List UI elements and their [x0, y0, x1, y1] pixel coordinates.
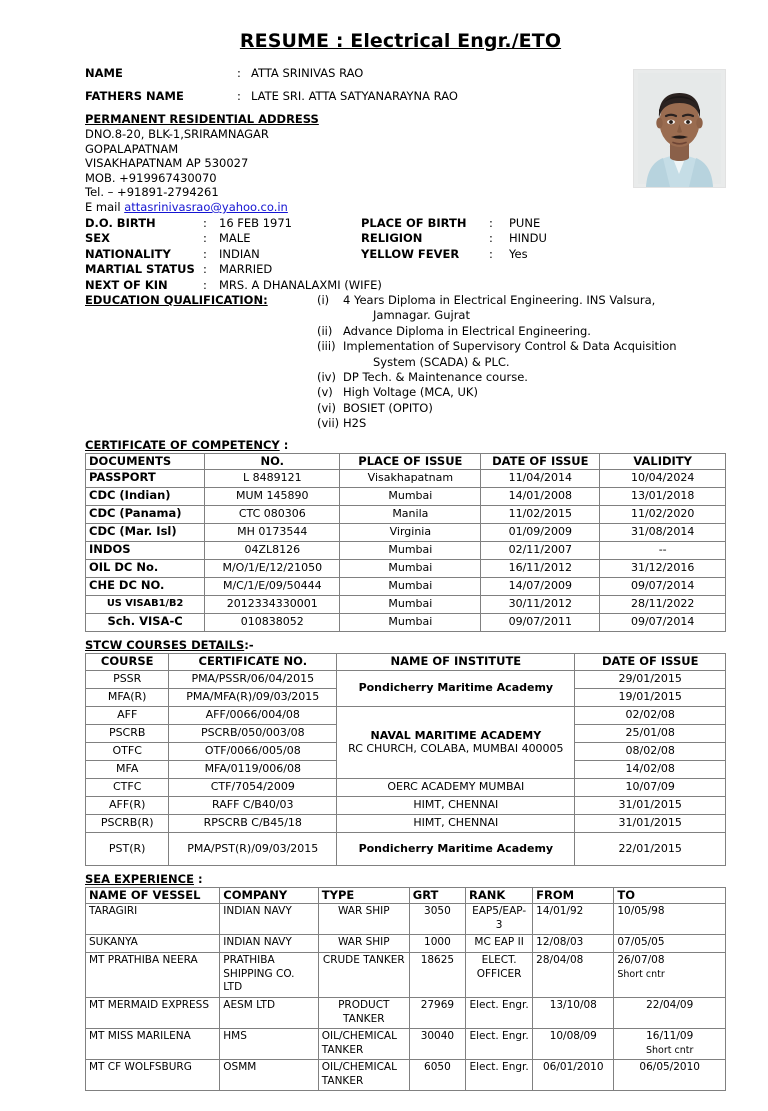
- stcw-certificate: CTF/7054/2009: [169, 778, 337, 796]
- table-row: [86, 1029, 726, 1060]
- fact-value-2: HINDU: [509, 231, 547, 246]
- stcw-course: MFA(R): [86, 688, 169, 706]
- photo-illustration: [634, 70, 725, 187]
- education-item-continuation: System (SCADA) & PLC.: [373, 354, 510, 369]
- coc-number: MUM 145890: [205, 488, 340, 506]
- coc-validity: 31/08/2014: [600, 524, 726, 542]
- sea-vessel: MT MISS MARILENA: [86, 1029, 220, 1060]
- stcw-course: AFF: [86, 706, 169, 724]
- education-item-number: (iii): [317, 339, 336, 354]
- email-link[interactable]: attasrinivasrao@yahoo.co.in: [124, 199, 288, 214]
- coc-document: OIL DC No.: [86, 560, 205, 578]
- sea-to: [614, 1029, 726, 1060]
- fact-value: INDIAN: [219, 246, 260, 261]
- stcw-certificate: OTF/0066/005/08: [169, 742, 337, 760]
- email-label: E mail: [85, 199, 121, 214]
- education-item: [317, 416, 726, 431]
- sea-vessel: MT PRATHIBA NEERA: [86, 953, 220, 998]
- coc-validity: 09/07/2014: [600, 614, 726, 632]
- education-item-text: Advance Diploma in Electrical Engineering.: [343, 323, 591, 338]
- address-line: DNO.8-20, BLK-1,SRIRAMNAGAR: [85, 127, 269, 141]
- education-item: [317, 339, 726, 354]
- stcw-institute: Pondicherry Maritime Academy: [337, 670, 575, 706]
- education-item-text: High Voltage (MCA, UK): [343, 385, 478, 400]
- table-header-row: [86, 654, 726, 671]
- coc-date: 01/09/2009: [481, 524, 600, 542]
- address-line: GOPALAPATNAM: [85, 141, 179, 156]
- sea-rank: ELECT. OFFICER: [466, 953, 533, 998]
- stcw-date: 10/07/09: [575, 778, 726, 796]
- sea-from: 13/10/08: [533, 998, 614, 1029]
- education-item-number: (iv): [317, 370, 336, 385]
- sea-to: 07/05/05: [614, 935, 726, 953]
- sea-to: [614, 953, 726, 998]
- table-row: [86, 706, 726, 724]
- sea-company: INDIAN NAVY: [220, 904, 319, 935]
- table-row: [86, 935, 726, 953]
- education-item-number: (i): [317, 293, 330, 307]
- sea-company: PRATHIBA SHIPPING CO. LTD: [220, 953, 319, 998]
- stcw-date: 29/01/2015: [575, 670, 726, 688]
- stcw-institute: HIMT, CHENNAI: [337, 796, 575, 814]
- coc-validity: 28/11/2022: [600, 596, 726, 614]
- stcw-certificate: PMA/PSSR/06/04/2015: [169, 670, 337, 688]
- coc-validity: 10/04/2024: [600, 470, 726, 488]
- stcw-date: 22/01/2015: [575, 832, 726, 865]
- stcw-date: 31/01/2015: [575, 814, 726, 832]
- sea-type: CRUDE TANKER: [318, 953, 409, 998]
- coc-document: CHE DC NO.: [86, 578, 205, 596]
- coc-validity: --: [600, 542, 726, 560]
- table-row: [86, 832, 726, 865]
- sea-experience-heading: [85, 872, 726, 886]
- education-item: [317, 324, 726, 339]
- stcw-heading: [85, 638, 726, 652]
- fact-colon: :: [203, 215, 207, 230]
- table-header-row: [86, 453, 726, 470]
- sea-col-company: COMPANY: [220, 887, 319, 904]
- fact-label-2: YELLOW FEVER: [361, 246, 460, 261]
- table-row: [86, 904, 726, 935]
- sea-col-vessel: NAME OF VESSEL: [86, 887, 220, 904]
- fact-row: [85, 278, 726, 293]
- coc-number: 04ZL8126: [205, 542, 340, 560]
- education-item-text: BOSIET (OPITO): [343, 400, 433, 415]
- sea-rank: Elect. Engr.: [466, 1060, 533, 1091]
- table-row: [86, 506, 726, 524]
- sea-vessel: MT CF WOLFSBURG: [86, 1060, 220, 1091]
- coc-place: Virginia: [340, 524, 481, 542]
- stcw-course: PSSR: [86, 670, 169, 688]
- sea-type: OIL/CHEMICAL TANKER: [318, 1060, 409, 1091]
- sea-type: OIL/CHEMICAL TANKER: [318, 1029, 409, 1060]
- stcw-institute: [337, 706, 575, 778]
- stcw-col-course: COURSE: [86, 654, 169, 671]
- coc-heading: [85, 438, 726, 452]
- table-row: [86, 953, 726, 998]
- stcw-col-date: DATE OF ISSUE: [575, 654, 726, 671]
- stcw-date: 14/02/08: [575, 760, 726, 778]
- education-item: [317, 293, 726, 308]
- table-row: [86, 488, 726, 506]
- stcw-heading-text: STCW COURSES DETAILS: [85, 638, 245, 653]
- coc-date: 02/11/2007: [481, 542, 600, 560]
- coc-place: Visakhapatnam: [340, 470, 481, 488]
- coc-document: PASSPORT: [86, 470, 205, 488]
- sea-company: HMS: [220, 1029, 319, 1060]
- stcw-date: 31/01/2015: [575, 796, 726, 814]
- stcw-certificate: PSCRB/050/003/08: [169, 724, 337, 742]
- coc-place: Manila: [340, 506, 481, 524]
- stcw-date: 08/02/08: [575, 742, 726, 760]
- name-row: [85, 66, 726, 80]
- coc-place: Mumbai: [340, 488, 481, 506]
- name-value: ATTA SRINIVAS RAO: [251, 66, 364, 80]
- sea-type: WAR SHIP: [318, 935, 409, 953]
- fact-value: MARRIED: [219, 262, 273, 277]
- sea-company: INDIAN NAVY: [220, 935, 319, 953]
- stcw-date: 02/02/08: [575, 706, 726, 724]
- table-row: [86, 470, 726, 488]
- table-header-row: [86, 887, 726, 904]
- table-row: [86, 596, 726, 614]
- education-item-continuation: Jamnagar. Gujrat: [373, 308, 470, 323]
- stcw-courses-table: [85, 653, 726, 866]
- stcw-course: PSCRB: [86, 724, 169, 742]
- sea-to: 10/05/98: [614, 904, 726, 935]
- fathers-name-label: FATHERS NAME: [85, 89, 184, 103]
- fact-row: [85, 216, 726, 231]
- education-item-text: 4 Years Diploma in Electrical Engineering. INS Valsura,: [343, 293, 656, 307]
- education-section: [85, 293, 726, 432]
- coc-col-no: NO.: [205, 453, 340, 470]
- coc-date: 14/07/2009: [481, 578, 600, 596]
- sea-vessel: TARAGIRI: [86, 904, 220, 935]
- stcw-col-certificate: CERTIFICATE NO.: [169, 654, 337, 671]
- coc-place: Mumbai: [340, 578, 481, 596]
- stcw-course: AFF(R): [86, 796, 169, 814]
- sea-col-to: TO: [614, 887, 726, 904]
- stcw-certificate: MFA/0119/006/08: [169, 760, 337, 778]
- fact-colon-2: :: [489, 246, 493, 261]
- fact-row: [85, 231, 726, 246]
- table-row: [86, 1060, 726, 1091]
- sea-company: AESM LTD: [220, 998, 319, 1029]
- fact-row: [85, 262, 726, 277]
- sea-col-grt: GRT: [409, 887, 465, 904]
- address-line: Tel. – +91891-2794261: [85, 185, 219, 200]
- coc-number: M/C/1/E/09/50444: [205, 578, 340, 596]
- table-row: [86, 998, 726, 1029]
- certificate-of-competency-table: [85, 453, 726, 633]
- stcw-col-institute: NAME OF INSTITUTE: [337, 654, 575, 671]
- stcw-institute: Pondicherry Maritime Academy: [337, 832, 575, 865]
- coc-number: MH 0173544: [205, 524, 340, 542]
- table-row: [86, 560, 726, 578]
- sea-grt: 30040: [409, 1029, 465, 1060]
- fact-label: SEX: [85, 231, 111, 246]
- fact-label: D.O. BIRTH: [85, 215, 156, 230]
- coc-place: Mumbai: [340, 560, 481, 578]
- education-heading: EDUCATION QUALIFICATION:: [85, 293, 268, 307]
- sea-grt: 1000: [409, 935, 465, 953]
- sea-vessel: MT MERMAID EXPRESS: [86, 998, 220, 1029]
- personal-facts: [85, 216, 726, 293]
- sea-rank: MC EAP II: [466, 935, 533, 953]
- stcw-institute-name: NAVAL MARITIME ACADEMY: [370, 728, 542, 742]
- sea-col-rank: RANK: [466, 887, 533, 904]
- coc-col-documents: DOCUMENTS: [86, 453, 205, 470]
- stcw-course: CTFC: [86, 778, 169, 796]
- coc-document: CDC (Mar. Isl): [86, 524, 205, 542]
- stcw-certificate: PMA/PST(R)/09/03/2015: [169, 832, 337, 865]
- fact-colon: :: [203, 262, 207, 277]
- stcw-heading-suffix: :-: [244, 638, 254, 653]
- sea-from: 28/04/08: [533, 953, 614, 998]
- coc-date: 30/11/2012: [481, 596, 600, 614]
- stcw-certificate: RPSCRB C/B45/18: [169, 814, 337, 832]
- coc-date: 16/11/2012: [481, 560, 600, 578]
- sea-rank: EAP5/EAP-3: [466, 904, 533, 935]
- fact-value: MRS. A DHANALAXMI (WIFE): [219, 277, 382, 292]
- email-row: [85, 200, 726, 215]
- coc-date: 14/01/2008: [481, 488, 600, 506]
- sea-heading-suffix: :: [193, 871, 203, 886]
- education-item-number: (v): [317, 385, 333, 400]
- sea-from: 12/08/03: [533, 935, 614, 953]
- coc-number: 010838052: [205, 614, 340, 632]
- coc-col-validity: VALIDITY: [600, 453, 726, 470]
- sea-experience-table: [85, 887, 726, 1092]
- fact-colon-2: :: [489, 215, 493, 230]
- fathers-name-row: [85, 89, 726, 103]
- fact-value-2: Yes: [509, 246, 528, 261]
- name-label: NAME: [85, 66, 123, 80]
- fact-label-2: PLACE OF BIRTH: [361, 215, 467, 230]
- sea-from: 14/01/92: [533, 904, 614, 935]
- fathers-name-value: LATE SRI. ATTA SATYANARAYNA RAO: [251, 89, 458, 103]
- coc-validity: 13/01/2018: [600, 488, 726, 506]
- fathers-name-colon: :: [237, 89, 241, 103]
- coc-col-place: PLACE OF ISSUE: [340, 453, 481, 470]
- coc-validity: 09/07/2014: [600, 578, 726, 596]
- stcw-institute: HIMT, CHENNAI: [337, 814, 575, 832]
- table-row: [86, 814, 726, 832]
- coc-number: 2012334330001: [205, 596, 340, 614]
- stcw-institute-address: RC CHURCH, COLABA, MUMBAI 400005: [348, 742, 564, 756]
- sea-rank: Elect. Engr.: [466, 1029, 533, 1060]
- table-row: [86, 578, 726, 596]
- education-list: [317, 293, 726, 432]
- coc-validity: 11/02/2020: [600, 506, 726, 524]
- coc-number: L 8489121: [205, 470, 340, 488]
- fact-colon-2: :: [489, 231, 493, 246]
- stcw-certificate: PMA/MFA(R)/09/03/2015: [169, 688, 337, 706]
- coc-place: Mumbai: [340, 614, 481, 632]
- name-colon: :: [237, 66, 241, 80]
- sea-col-type: TYPE: [318, 887, 409, 904]
- sea-rank: Elect. Engr.: [466, 998, 533, 1029]
- address-line: VISAKHAPATNAM AP 530027: [85, 156, 249, 171]
- coc-number: CTC 080306: [205, 506, 340, 524]
- coc-heading-text: CERTIFICATE OF COMPETENCY: [85, 437, 280, 452]
- coc-number: M/O/1/E/12/21050: [205, 560, 340, 578]
- coc-place: Mumbai: [340, 542, 481, 560]
- fact-value: 16 FEB 1971: [219, 215, 292, 230]
- sea-from: 10/08/09: [533, 1029, 614, 1060]
- coc-place: Mumbai: [340, 596, 481, 614]
- education-item-number: (ii): [317, 323, 333, 338]
- sea-to: 06/05/2010: [614, 1060, 726, 1091]
- fact-label-2: RELIGION: [361, 231, 423, 246]
- education-item-text: Implementation of Supervisory Control & Data Acquisition: [343, 339, 677, 354]
- education-item-number: (vi): [317, 400, 336, 415]
- table-row: [86, 778, 726, 796]
- stcw-certificate: AFF/0066/004/08: [169, 706, 337, 724]
- coc-date: 09/07/2011: [481, 614, 600, 632]
- sea-company: OSMM: [220, 1060, 319, 1091]
- stcw-course: PST(R): [86, 832, 169, 865]
- coc-date: 11/02/2015: [481, 506, 600, 524]
- fact-value: MALE: [219, 231, 251, 246]
- sea-grt: 6050: [409, 1060, 465, 1091]
- sea-grt: 3050: [409, 904, 465, 935]
- table-row: [86, 614, 726, 632]
- stcw-date: 25/01/08: [575, 724, 726, 742]
- sea-grt: 18625: [409, 953, 465, 998]
- sea-col-from: FROM: [533, 887, 614, 904]
- education-item: [317, 370, 726, 385]
- stcw-institute: OERC ACADEMY MUMBAI: [337, 778, 575, 796]
- fact-value-2: PUNE: [509, 215, 541, 230]
- sea-heading-text: SEA EXPERIENCE: [85, 871, 194, 886]
- education-item-number: (vii): [317, 416, 340, 431]
- address-line: MOB. +919967430070: [85, 170, 217, 185]
- coc-date: 11/04/2014: [481, 470, 600, 488]
- sea-type: WAR SHIP: [318, 904, 409, 935]
- sea-to-note: Short cntr: [617, 968, 665, 980]
- stcw-certificate: RAFF C/B40/03: [169, 796, 337, 814]
- table-row: [86, 524, 726, 542]
- sea-to-note: Short cntr: [645, 1044, 694, 1056]
- identity-block: [85, 66, 726, 215]
- sea-to-date: 16/11/09: [646, 1030, 694, 1043]
- education-item-text: DP Tech. & Maintenance course.: [343, 370, 528, 385]
- fact-colon: :: [203, 246, 207, 261]
- address-heading: PERMANENT RESIDENTIAL ADDRESS: [85, 112, 319, 126]
- coc-col-date: DATE OF ISSUE: [481, 453, 600, 470]
- sea-grt: 27969: [409, 998, 465, 1029]
- fact-label: MARTIAL STATUS: [85, 262, 195, 277]
- stcw-course: OTFC: [86, 742, 169, 760]
- education-item: [317, 385, 726, 400]
- coc-document: CDC (Panama): [86, 506, 205, 524]
- sea-to: 22/04/09: [614, 998, 726, 1029]
- table-row: [86, 796, 726, 814]
- coc-document: US VISAB1/B2: [86, 596, 205, 614]
- fact-colon: :: [203, 231, 207, 246]
- coc-heading-suffix: :: [279, 437, 289, 452]
- education-item: [317, 401, 726, 416]
- table-row: [86, 670, 726, 688]
- table-row: [86, 542, 726, 560]
- coc-document: Sch. VISA-C: [86, 614, 205, 632]
- sea-type: PRODUCT TANKER: [318, 998, 409, 1029]
- fact-label: NEXT OF KIN: [85, 277, 168, 292]
- stcw-course: PSCRB(R): [86, 814, 169, 832]
- fact-colon: :: [203, 277, 207, 292]
- coc-document: INDOS: [86, 542, 205, 560]
- stcw-course: MFA: [86, 760, 169, 778]
- sea-vessel: SUKANYA: [86, 935, 220, 953]
- page-title: RESUME : Electrical Engr./ETO: [239, 30, 562, 52]
- applicant-photo: [633, 69, 726, 188]
- coc-validity: 31/12/2016: [600, 560, 726, 578]
- sea-from: 06/01/2010: [533, 1060, 614, 1091]
- sea-to-date: 26/07/08: [617, 954, 665, 967]
- stcw-date: 19/01/2015: [575, 688, 726, 706]
- fact-row: [85, 247, 726, 262]
- education-item-text: H2S: [343, 416, 367, 431]
- coc-document: CDC (Indian): [86, 488, 205, 506]
- fact-label: NATIONALITY: [85, 246, 171, 261]
